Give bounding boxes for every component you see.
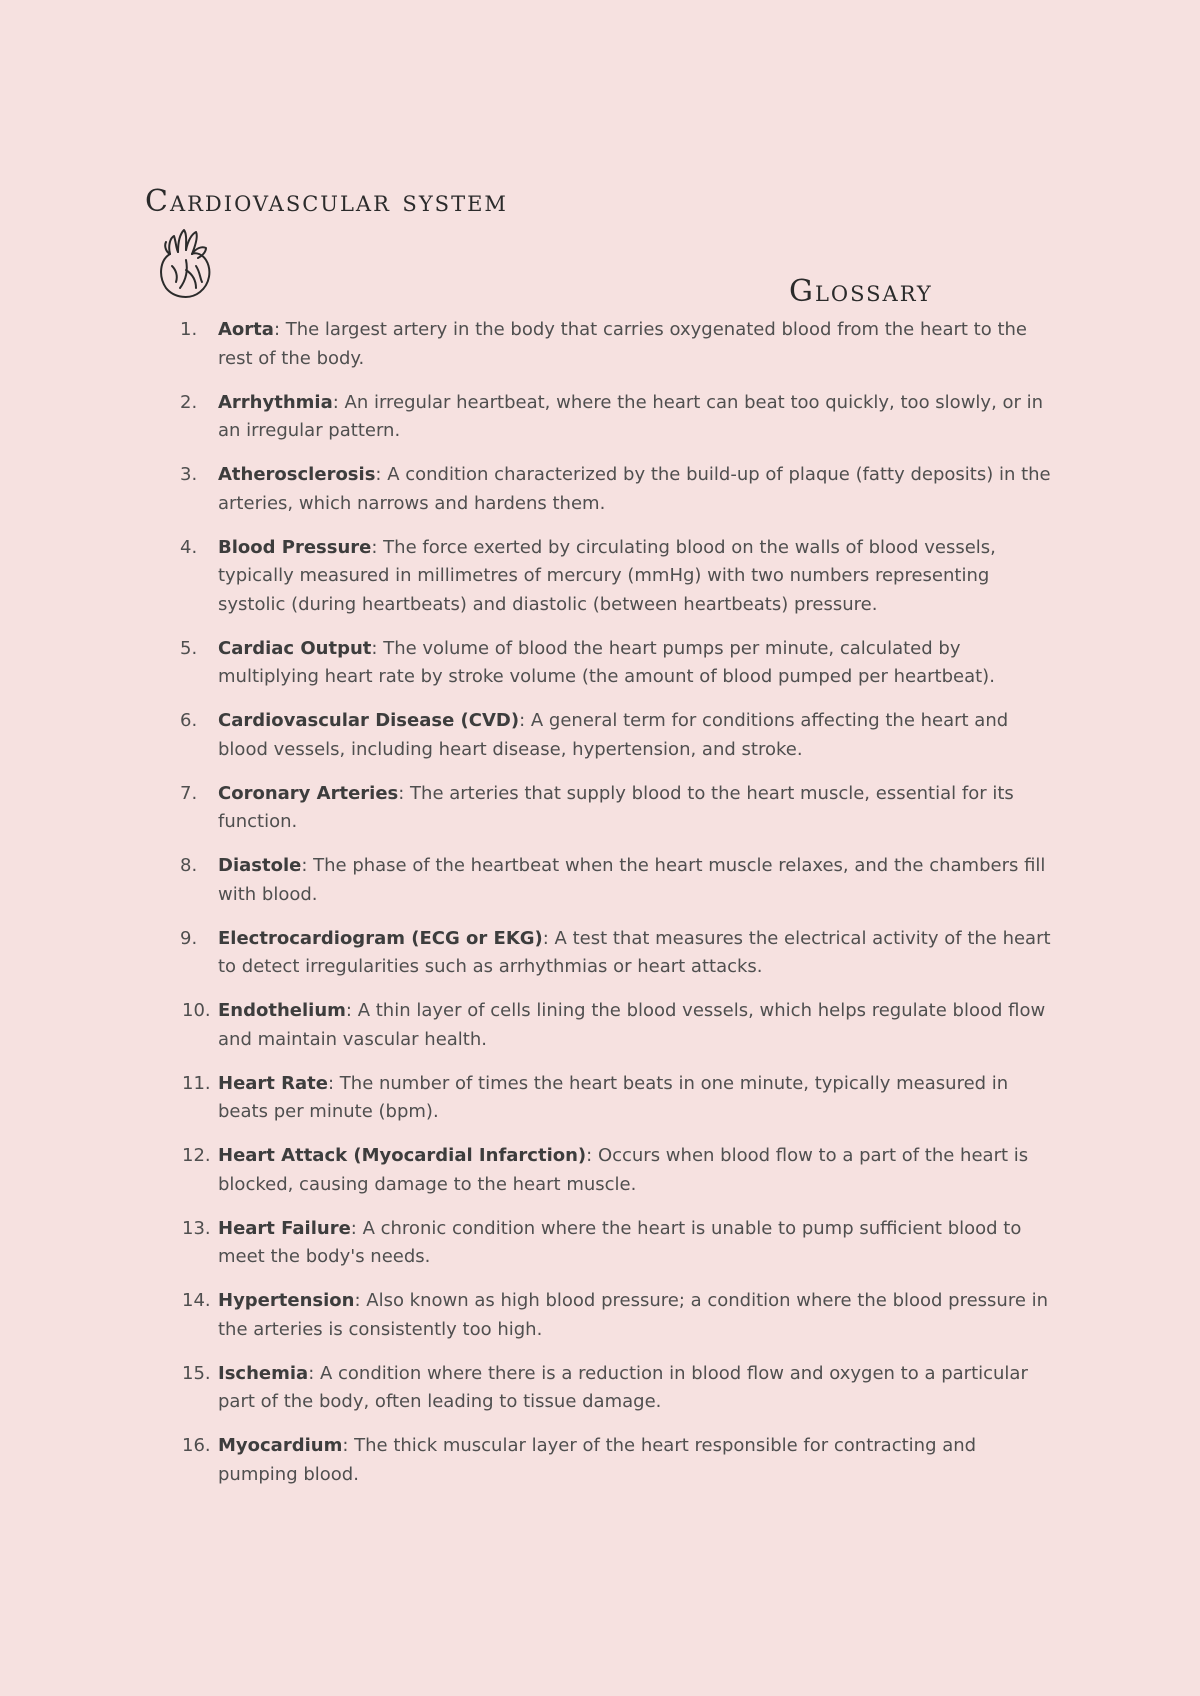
glossary-definition: : The largest artery in the body that carries oxygenated blood from the heart to the rest of the body. xyxy=(218,319,1028,369)
glossary-definition: : A chronic condition where the heart is unable to pump sufficient blood to meet the body's needs. xyxy=(218,1217,1022,1267)
item-number: 6. xyxy=(180,710,198,731)
glossary-definition: : The volume of blood the heart pumps per minute, calculated by multiplying heart rate by stroke volume (the amount of blood pumped per heartbeat). xyxy=(218,637,995,687)
item-number: 11. xyxy=(182,1072,211,1094)
item-number: 9. xyxy=(180,927,198,949)
glossary-item-cardiovascular-disease xyxy=(170,707,1060,764)
glossary-definition: : The thick muscular layer of the heart responsible for contracting and pumping blood. xyxy=(218,1435,977,1485)
item-number: 5. xyxy=(180,637,198,659)
glossary-term: Blood Pressure xyxy=(218,536,372,558)
glossary-item-heart-attack xyxy=(170,1142,1060,1199)
glossary-item-heart-rate xyxy=(170,1070,1060,1127)
glossary-item-aorta xyxy=(170,316,1060,373)
item-number: 1. xyxy=(180,319,198,340)
glossary-item-diastole xyxy=(170,852,1060,909)
glossary-item-coronary-arteries xyxy=(170,780,1060,837)
item-number: 2. xyxy=(180,391,198,413)
glossary-definition: : A thin layer of cells lining the blood vessels, which helps regulate blood flow and maintain vascular health. xyxy=(218,1000,1046,1050)
glossary-item-myocardium xyxy=(170,1432,1060,1489)
glossary-term: Atherosclerosis xyxy=(218,464,376,485)
heart-anatomical-icon xyxy=(156,226,216,302)
glossary-definition: : An irregular heartbeat, where the heart can beat too quickly, too slowly, or in an irregular pattern. xyxy=(218,391,1044,441)
item-number: 8. xyxy=(180,855,198,876)
item-number: 10. xyxy=(182,1000,211,1021)
page-title: Cardiovascular system xyxy=(145,184,508,219)
glossary-definition: : A test that measures the electrical activity of the heart to detect irregularities such as arrhythmias or heart attacks. xyxy=(218,927,1051,977)
glossary-definition: : A condition where there is a reduction in blood flow and oxygen to a particular part of the body, often leading to tissue damage. xyxy=(218,1362,1028,1412)
item-number: 12. xyxy=(182,1145,211,1166)
glossary-term: Arrhythmia xyxy=(218,391,333,413)
glossary-item-arrhythmia xyxy=(170,389,1060,446)
glossary-term: Cardiac Output xyxy=(218,637,372,659)
glossary-definition: : Also known as high blood pressure; a condition where the blood pressure in the arteries is consistently too high. xyxy=(218,1290,1049,1340)
glossary-term: Cardiovascular Disease (CVD) xyxy=(218,710,520,731)
item-number: 7. xyxy=(180,782,198,804)
glossary-term: Ischemia xyxy=(218,1362,309,1384)
item-number: 15. xyxy=(182,1362,211,1384)
glossary-term: Myocardium xyxy=(218,1435,343,1456)
glossary-item-heart-failure xyxy=(170,1215,1060,1272)
glossary-definition: : A condition characterized by the build-up of plaque (fatty deposits) in the arteries, which narrows and hardens them. xyxy=(218,464,1051,514)
glossary-term: Heart Failure xyxy=(218,1217,351,1239)
section-title: Glossary xyxy=(789,274,933,309)
glossary-item-endothelium xyxy=(170,997,1060,1054)
glossary-definition: : The phase of the heartbeat when the heart muscle relaxes, and the chambers fill with blood. xyxy=(218,855,1046,905)
item-number: 13. xyxy=(182,1217,211,1239)
glossary-item-electrocardiogram xyxy=(170,925,1060,982)
glossary-term: Diastole xyxy=(218,855,302,876)
item-number: 3. xyxy=(180,464,198,485)
glossary-item-hypertension xyxy=(170,1287,1060,1344)
glossary-item-atherosclerosis xyxy=(170,461,1060,518)
glossary-definition: : A general term for conditions affecting the heart and blood vessels, including heart disease, hypertension, and stroke. xyxy=(218,710,1009,760)
glossary-term: Electrocardiogram (ECG or EKG) xyxy=(218,927,543,949)
glossary-term: Endothelium xyxy=(218,1000,346,1021)
item-number: 4. xyxy=(180,536,198,558)
glossary-term: Coronary Arteries xyxy=(218,782,399,804)
glossary-term: Aorta xyxy=(218,319,274,340)
glossary-term: Heart Rate xyxy=(218,1072,328,1094)
item-number: 16. xyxy=(182,1435,211,1456)
glossary-definition: : Occurs when blood flow to a part of the heart is blocked, causing damage to the heart muscle. xyxy=(218,1145,1029,1195)
item-number: 14. xyxy=(182,1290,211,1311)
glossary-term: Heart Attack (Myocardial Infarction) xyxy=(218,1145,587,1166)
glossary-term: Hypertension xyxy=(218,1290,355,1311)
glossary-definition: : The arteries that supply blood to the heart muscle, essential for its function. xyxy=(218,782,1014,832)
glossary-definition: : The number of times the heart beats in one minute, typically measured in beats per minute (bpm). xyxy=(218,1072,1009,1122)
glossary-item-ischemia xyxy=(170,1360,1060,1417)
glossary-definition: : The force exerted by circulating blood on the walls of blood vessels, typically measured in millimetres of mercury (mmHg) with two numbers representing systolic (during heartbeats) and diastolic (between heartbeats) pressure. xyxy=(218,536,996,615)
glossary-item-blood-pressure xyxy=(170,534,1060,620)
glossary-item-cardiac-output xyxy=(170,635,1060,692)
glossary-list xyxy=(170,316,1060,1505)
